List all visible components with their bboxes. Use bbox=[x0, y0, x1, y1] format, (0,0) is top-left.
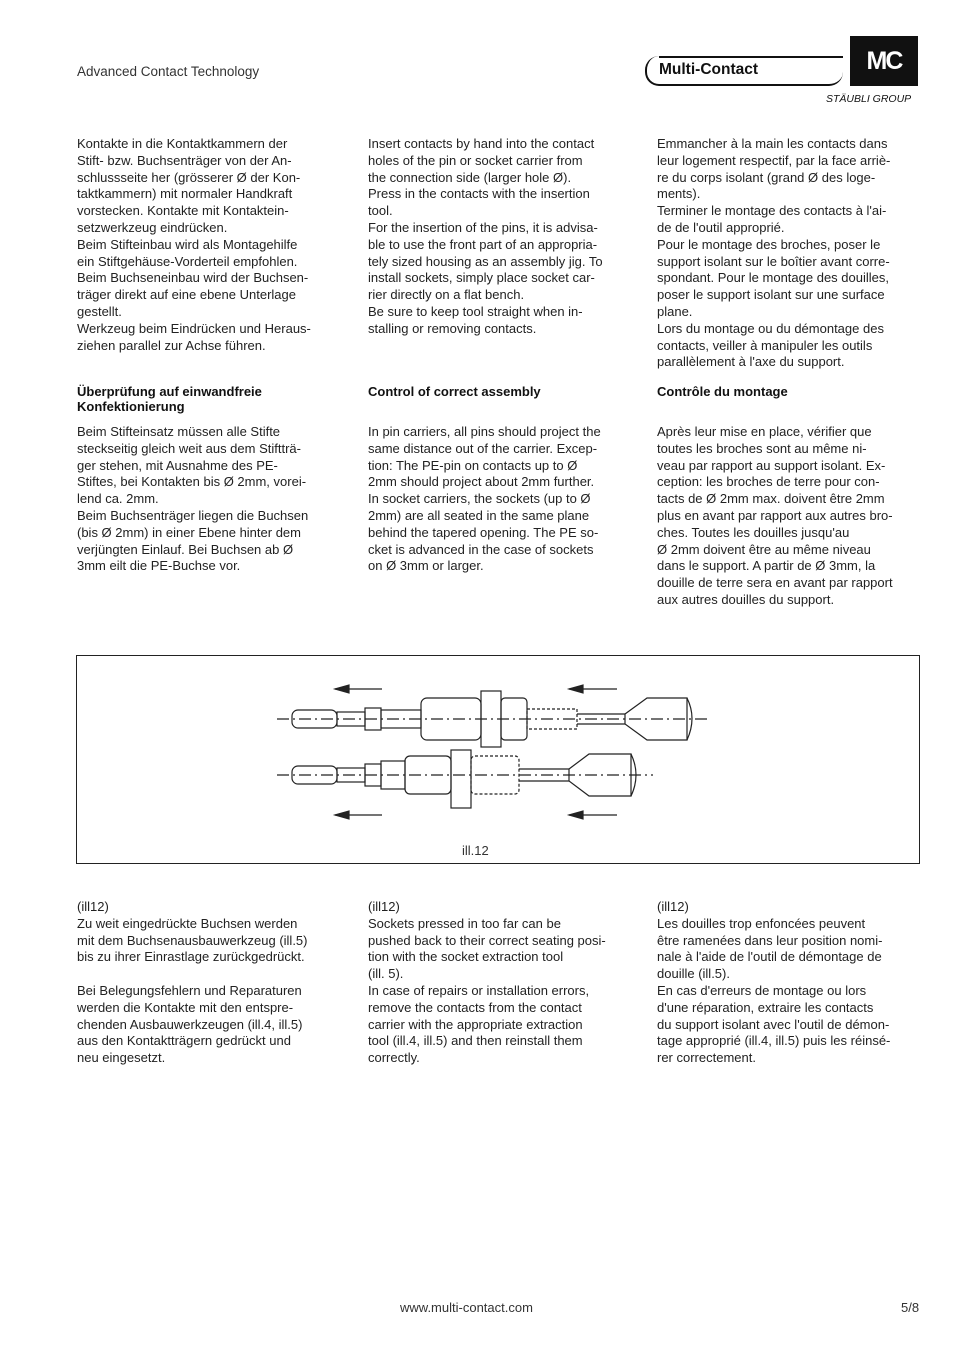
text-fr-insertion: Emmancher à la main les contacts dans leur logement respectif, par la face arriè- re du corps isolant (grand Ø des loge- ments). Terminer le montage des contacts à l'ai- de de l'outil approprié. Pour le montage des broches, poser le support isolant sur le boîtier avant corre- spondant. Pour le montage des douilles, poser le support isolant sur une surface plane. Lors du montage ou du démontage des contacts, veiller à manipuler les outils parallèlement à l'axe du support. bbox=[657, 136, 891, 370]
contact-extraction-drawing bbox=[77, 656, 919, 863]
heading-fr-check: Contrôle du montage bbox=[657, 384, 788, 399]
label-fr-ill12: (ill12) bbox=[657, 899, 689, 914]
brand-name: Multi-Contact bbox=[659, 61, 759, 78]
text-de-extraction: (ill12) Zu weit eingedrückte Buchsen werden mit dem Buchsenausbauwerkzeug (ill.5) bis zu ihrer Einrastlage zurückgedrückt. Bei Belegungsfehlern und Reparaturen werden die Kontakte mit den entspre- chenden Ausbauwerkzeugen (ill.4, ill.5) aus den Kontaktträgern gedrückt und neu eingesetzt. bbox=[77, 899, 347, 1067]
text-de-check: Beim Stifteinsatz müssen alle Stifte steckseitig gleich weit aus dem Stiftträ- ger stehen, mit Ausnahme des PE- Stiftes, bei Kontakten bis Ø 2mm, vorei- lend ca. 2mm. Beim Buchsenträger liegen die Buchsen (bis Ø 2mm) in einer Ebene hinter dem verjüngten Einlauf. Bei Buchsen ab Ø 3mm eilt die PE-Buchse vor. bbox=[77, 424, 309, 574]
label-en-ill12: (ill12) bbox=[368, 899, 400, 914]
page-number: 5/8 bbox=[901, 1300, 920, 1315]
heading-de-check: Überprüfung auf einwandfreie Konfektionierung bbox=[77, 384, 262, 414]
text-fr-check: Après leur mise en place, vérifier que toutes les broches sont au même ni- veau par rapport au support isolant. Ex- ception: les broches de terre pour con- tacts de Ø 2mm max. doivent être 2mm plus en avant par rapport aux autres bro- ches. Toutes les douilles jusqu'au Ø 2mm doivent être au même niveau dans le support. A partir de Ø 3mm, la douille de terre sera en avant par rapport aux autres douilles du support. bbox=[657, 424, 893, 607]
mc-logo: MC bbox=[850, 36, 918, 86]
footer-website-link[interactable]: www.multi-contact.com bbox=[400, 1300, 533, 1315]
illustration-12 bbox=[76, 655, 920, 864]
brand-logo bbox=[645, 56, 845, 86]
text-fr-extraction: (ill12) Les douilles trop enfoncées peuvent être ramenées dans leur position nomi- nale à l'aide de l'outil de démontage de douille (ill.5). En cas d'erreurs de montage ou lors d'une réparation, extraire les contacts du support isolant avec l'outil de démon- tage approprié (ill.4, ill.5) puis les réinsé- rer correctement. bbox=[657, 899, 925, 1067]
figure-caption: ill.12 bbox=[462, 843, 489, 858]
label-de-ill12: (ill12) bbox=[77, 899, 109, 914]
text-de-insertion: Kontakte in die Kontaktkammern der Stift- bzw. Buchsenträger von der An- schlussseite her (grösserer Ø der Kon- taktkammern) mit normaler Handkraft vorstecken. Kontakte mit Kontaktein- setzwerkzeug eindrücken. Beim Stifteinbau wird als Montagehilfe ein Stiftgehäuse-Vorderteil empfohlen. Beim Buchseneinbau wird der Buchsen- träger direkt auf eine ebene Unterlage gestellt. Werkzeug beim Eindrücken und Heraus- ziehen parallel zur Achse führen. bbox=[77, 136, 311, 353]
group-name: STÄUBLI GROUP bbox=[826, 93, 912, 105]
header-tagline: Advanced Contact Technology bbox=[77, 64, 260, 79]
text-en-check: In pin carriers, all pins should project the same distance out of the carrier. Excep- tion: The PE-pin on contacts up to Ø 2mm should project about 2mm further. In socket carriers, the sockets (up to Ø 2mm) are all seated in the same plane behind the tapered opening. The PE so- cket is advanced in the case of sockets on Ø 3mm or larger. bbox=[368, 424, 601, 574]
text-en-insertion: Insert contacts by hand into the contact holes of the pin or socket carrier from the connection side (larger hole Ø). Press in the contacts with the insertion tool. For the insertion of the pins, it is advisa- ble to use the front part of an appropria- tely sized housing as an assembly jig. To install sockets, simply place socket car- rier directly on a flat bench. Be sure to keep tool straight when in- stalling or removing contacts. bbox=[368, 136, 603, 336]
heading-en-check: Control of correct assembly bbox=[368, 384, 541, 399]
text-en-extraction: (ill12) Sockets pressed in too far can be pushed back to their correct seating posi- tion with the socket extraction tool (ill. 5). In case of repairs or installation errors, remove the contacts from the contact carrier with the appropriate extraction tool (ill.4, ill.5) and then reinstall them correctly. bbox=[368, 899, 636, 1067]
